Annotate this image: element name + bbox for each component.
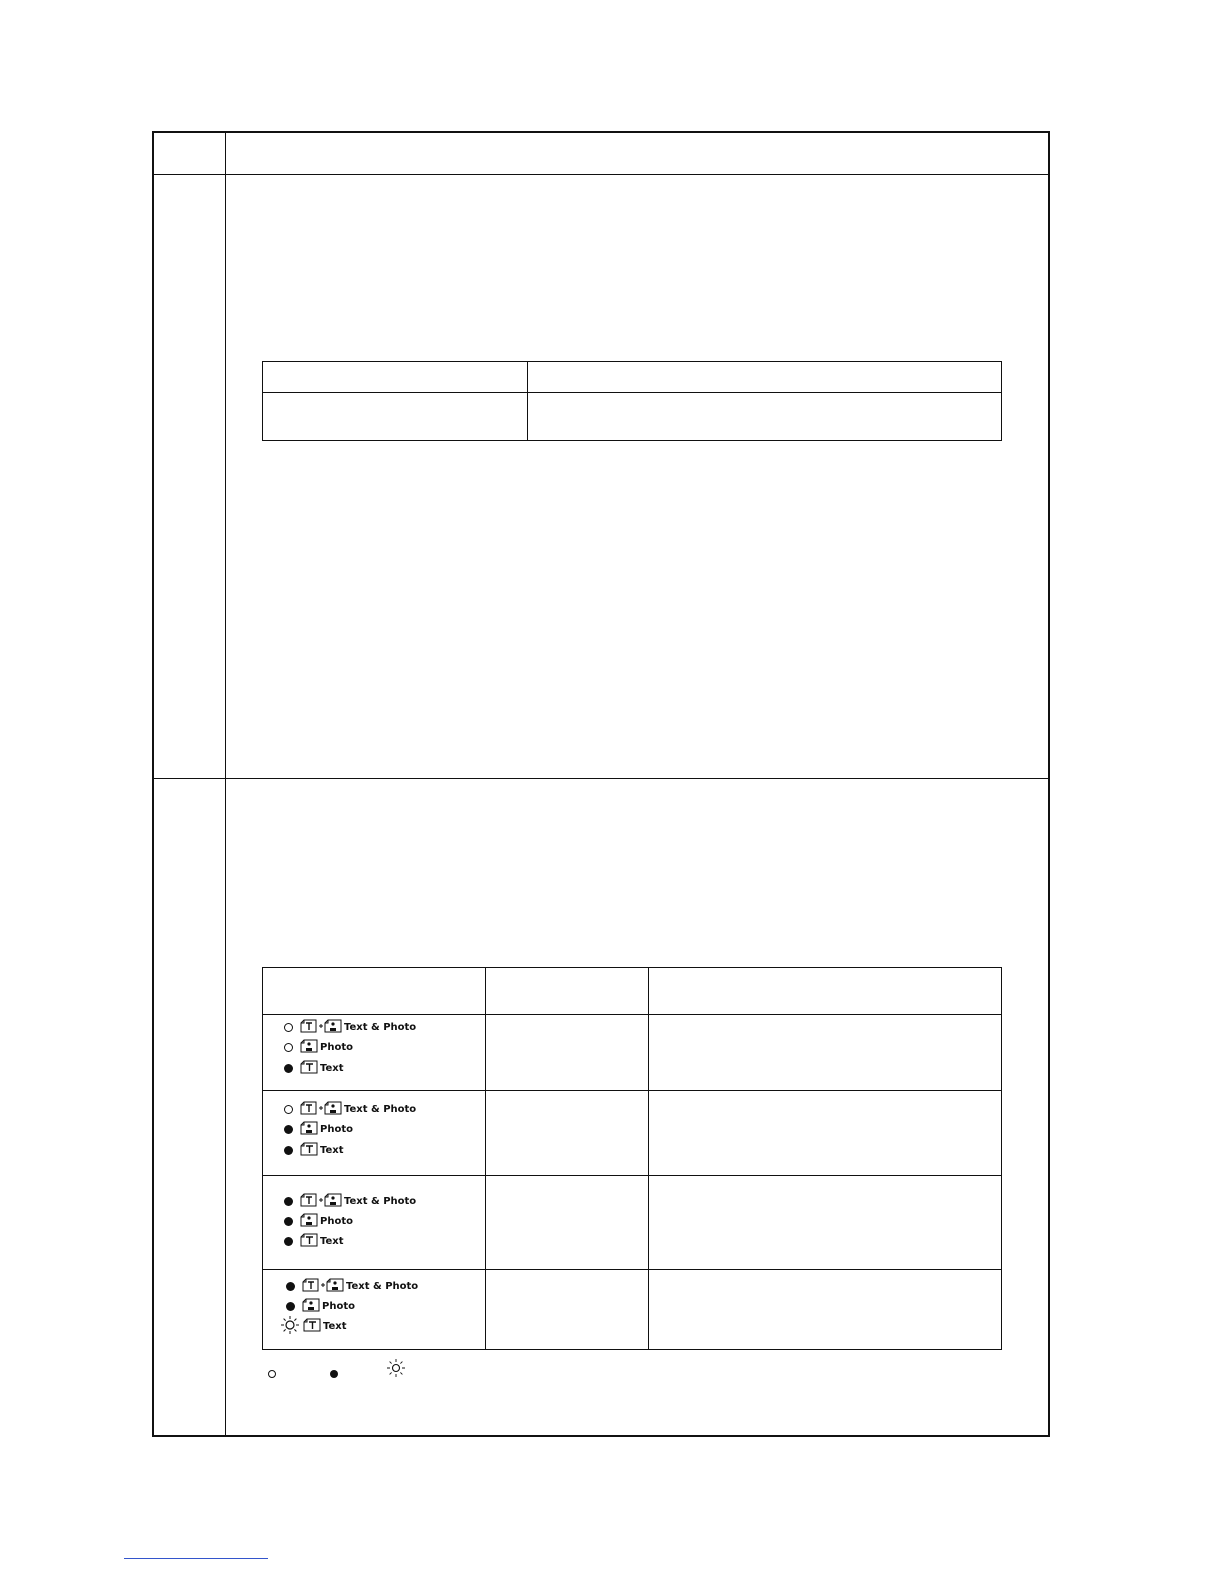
option-label: Photo — [320, 1123, 353, 1135]
unlit-indicator-icon — [268, 1370, 276, 1378]
list-item — [284, 1212, 353, 1230]
option-label: Text & Photo — [344, 1195, 417, 1207]
option-label: Text — [323, 1320, 347, 1332]
option-label: Text — [320, 1062, 344, 1074]
lit-indicator-icon — [330, 1370, 338, 1378]
list-item — [284, 1120, 353, 1138]
blinking-indicator-icon — [280, 1315, 300, 1338]
section1-table-column-divider — [527, 362, 528, 440]
list-item — [284, 1141, 344, 1159]
lit-indicator-icon — [284, 1125, 293, 1134]
list-item — [284, 1232, 344, 1250]
lit-indicator-icon — [284, 1237, 293, 1246]
photo-icon — [300, 1213, 318, 1230]
text-icon — [300, 1233, 318, 1250]
photo-icon — [300, 1039, 318, 1056]
list-item — [284, 1038, 353, 1056]
option-label: Text & Photo — [344, 1103, 417, 1115]
text-icon — [303, 1318, 321, 1335]
section-divider — [153, 778, 1049, 779]
legend-blinking — [386, 1358, 406, 1378]
list-item — [284, 1059, 344, 1077]
lit-indicator-icon — [284, 1146, 293, 1155]
option-label: Photo — [320, 1041, 353, 1053]
unlit-indicator-icon — [284, 1043, 293, 1052]
unlit-indicator-icon — [284, 1023, 293, 1032]
list-item — [286, 1297, 355, 1315]
section2-table-row-divider — [263, 1090, 1001, 1091]
section2-table-col2-divider — [648, 968, 649, 1349]
photo-icon — [300, 1121, 318, 1138]
section1-table — [262, 361, 1002, 441]
list-item — [284, 1100, 416, 1118]
section2-table-row-divider — [263, 1269, 1001, 1270]
section2-table-header-divider — [263, 1014, 1001, 1015]
option-label: Text & Photo — [344, 1021, 417, 1033]
option-label: Photo — [320, 1215, 353, 1227]
column-divider — [225, 133, 226, 1435]
option-label: Text — [320, 1235, 344, 1247]
text-plus-photo-icon — [302, 1278, 344, 1295]
option-label: Text & Photo — [346, 1280, 419, 1292]
text-icon — [300, 1142, 318, 1159]
footer-link-underline[interactable] — [124, 1558, 268, 1559]
lit-indicator-icon — [286, 1282, 295, 1291]
list-item — [284, 1192, 416, 1210]
section2-table-col1-divider — [485, 968, 486, 1349]
list-item — [280, 1317, 347, 1335]
blinking-indicator-icon — [386, 1358, 406, 1378]
list-item — [284, 1018, 416, 1036]
lit-indicator-icon — [286, 1302, 295, 1311]
photo-icon — [302, 1298, 320, 1315]
text-plus-photo-icon — [300, 1101, 342, 1118]
header-row-divider — [153, 174, 1049, 175]
lit-indicator-icon — [284, 1217, 293, 1226]
unlit-indicator-icon — [284, 1105, 293, 1114]
legend-unlit — [268, 1363, 278, 1373]
section2-table-row-divider — [263, 1175, 1001, 1176]
lit-indicator-icon — [284, 1197, 293, 1206]
section1-table-header-divider — [263, 392, 1001, 393]
text-icon — [300, 1060, 318, 1077]
option-label: Photo — [322, 1300, 355, 1312]
lit-indicator-icon — [284, 1064, 293, 1073]
legend-lit — [330, 1363, 340, 1373]
list-item — [286, 1277, 418, 1295]
text-plus-photo-icon — [300, 1193, 342, 1210]
text-plus-photo-icon — [300, 1019, 342, 1036]
option-label: Text — [320, 1144, 344, 1156]
